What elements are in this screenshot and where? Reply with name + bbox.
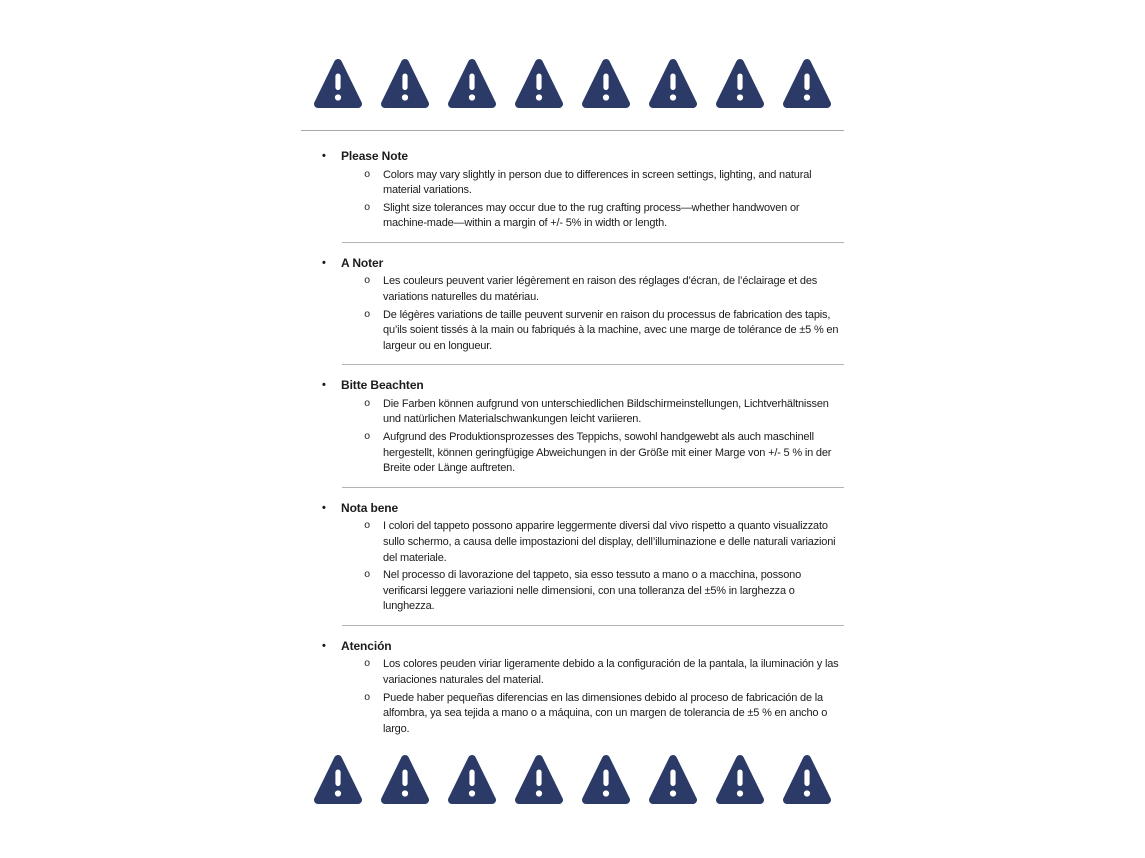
- section-heading: Nota bene: [341, 500, 399, 515]
- note-text: Die Farben können aufgrund von unterschiedlichen Bildschirmeinstellungen, Lichtverhältnissen und natürlichen Materialschwankungen leicht variieren.: [383, 397, 829, 426]
- note-text: Los colores peuden viriar ligeramente debido a la configuración de la pantala, la iluminación y las variaciones naturales del material.: [383, 658, 839, 686]
- sub-bullet-icon: o: [364, 658, 371, 671]
- note-text: Colors may vary slightly in person due to differences in screen settings, lighting, and natural material variations.: [383, 168, 812, 197]
- sub-bullet-icon: o: [364, 520, 371, 533]
- bullet-icon: •: [322, 379, 326, 392]
- section-heading: Please Note: [341, 149, 408, 163]
- document-content: [301, 58, 844, 806]
- section-nota-bene: [301, 501, 844, 626]
- note-text: Puede haber pequeñas diferencias en las dimensiones debido al proceso de fabricación de la alfombra, ya sea tejida a mano o a máquina, con un margen de tolerancia de ±5 % en ancho o largo.: [383, 691, 828, 735]
- warning-triangle-icon: [515, 754, 563, 806]
- note-item: [301, 519, 844, 566]
- section-divider: [342, 625, 844, 626]
- sub-bullet-icon: o: [364, 168, 371, 181]
- bullet-icon: •: [322, 256, 326, 269]
- note-item: [301, 274, 844, 305]
- sub-bullet-icon: o: [364, 691, 371, 704]
- warning-triangle-icon: [649, 58, 697, 110]
- note-item: [301, 201, 844, 232]
- warning-triangle-icon: [448, 754, 496, 806]
- bullet-icon: •: [322, 639, 326, 652]
- sub-bullet-icon: o: [364, 397, 371, 410]
- bullet-icon: •: [322, 501, 326, 514]
- sub-bullet-icon: o: [364, 275, 371, 288]
- section-a-noter: [301, 256, 844, 365]
- warning-triangle-icon: [649, 754, 697, 806]
- notes-sections: [301, 149, 844, 737]
- note-text: Nel processo di lavorazione del tappeto, sia esso tessuto a mano o a macchina, possono verificarsi leggere variazioni nelle dimensioni, con una tolleranza del ±5% in larghezza o lunghezza.: [383, 569, 802, 613]
- note-item: [301, 168, 844, 199]
- sub-bullet-icon: o: [364, 569, 371, 582]
- note-text: Les couleurs peuvent varier légèrement en raison des réglages d’écran, de l’éclairage et des variations naturelles du matériau.: [383, 275, 818, 303]
- warning-row-top: [301, 58, 844, 110]
- section-heading: A Noter: [341, 255, 384, 270]
- section-heading: Bitte Beachten: [341, 378, 424, 393]
- warning-triangle-icon: [314, 754, 362, 806]
- section-divider: [342, 242, 844, 243]
- note-item: [301, 397, 844, 428]
- warning-triangle-icon: [582, 754, 630, 806]
- top-divider: [301, 130, 844, 131]
- note-text: De légères variations de taille peuvent survenir en raison du processus de fabrication des tapis, qu’ils soient tissés à la main ou fabriqués à la machine, avec une marge de tolérance de ±5 % en largeur ou en longueur.: [383, 308, 839, 352]
- sub-bullet-icon: o: [364, 431, 371, 444]
- section-please-note: [301, 149, 844, 243]
- note-text: Aufgrund des Produktionsprozesses des Teppichs, sowohl handgewebt als auch maschinell hergestellt, können geringfügige Abweichungen in der Größe mit einer Marge von +/- 5 % in der Breite oder Länge auftreten.: [383, 431, 832, 475]
- section-heading: Atención: [341, 638, 392, 653]
- section-heading-row: [301, 501, 844, 517]
- warning-triangle-icon: [448, 58, 496, 110]
- sub-bullet-icon: o: [364, 201, 371, 214]
- note-item: [301, 568, 844, 615]
- note-item: [301, 691, 844, 738]
- note-item: [301, 430, 844, 477]
- section-bitte-beachten: [301, 378, 844, 487]
- note-text: Slight size tolerances may occur due to the rug crafting process—whether handwoven or machine-made—within a margin of +/- 5% in width or length.: [383, 201, 800, 230]
- note-item: [301, 657, 844, 688]
- warning-triangle-icon: [783, 58, 831, 110]
- warning-triangle-icon: [716, 754, 764, 806]
- warning-triangle-icon: [381, 754, 429, 806]
- section-heading-row: [301, 639, 844, 655]
- section-heading-row: [301, 256, 844, 272]
- warning-triangle-icon: [582, 58, 630, 110]
- section-atencion: [301, 639, 844, 737]
- section-heading-row: [301, 149, 844, 165]
- warning-triangle-icon: [716, 58, 764, 110]
- sub-bullet-icon: o: [364, 308, 371, 321]
- section-divider: [342, 364, 844, 365]
- warning-triangle-icon: [783, 754, 831, 806]
- warning-triangle-icon: [515, 58, 563, 110]
- warning-triangle-icon: [314, 58, 362, 110]
- section-heading-row: [301, 378, 844, 394]
- note-item: [301, 308, 844, 355]
- warning-triangle-icon: [381, 58, 429, 110]
- note-text: I colori del tappeto possono apparire leggermente diversi dal vivo rispetto a quanto visualizzato sullo schermo, a causa delle impostazioni del display, dell’illuminazione e delle naturali variazioni del materiale.: [383, 520, 836, 564]
- warning-row-bottom: [301, 754, 844, 806]
- section-divider: [342, 487, 844, 488]
- bullet-icon: •: [322, 150, 326, 162]
